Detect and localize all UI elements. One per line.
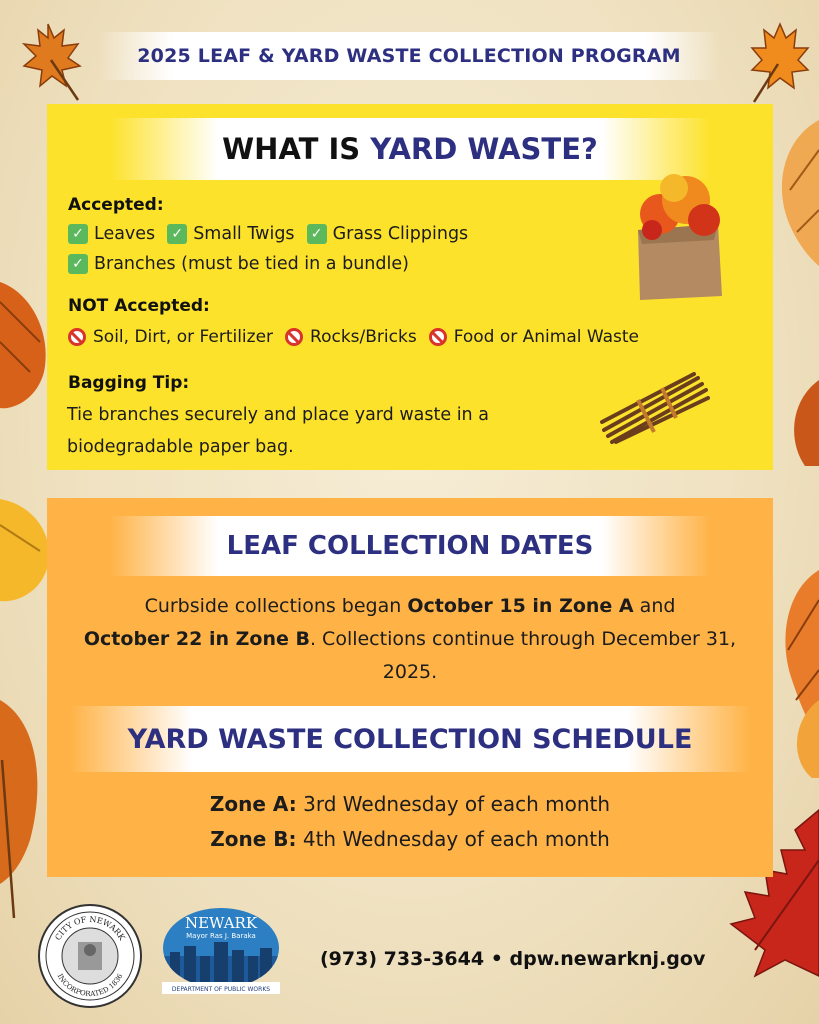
list-item: Food or Animal Waste [429,327,639,347]
list-item: ✓ Branches (must be tied in a bundle) [68,254,409,274]
maple-leaf-icon [772,560,819,780]
phone-number[interactable]: (973) 733-3644 [320,948,485,970]
city-seal-logo [38,904,142,1008]
branch-bundle-icon [598,370,710,446]
program-title: 2025 LEAF & YARD WASTE COLLECTION PROGRAM [137,45,681,67]
maple-leaf-icon [18,20,84,102]
maple-leaf-icon [746,20,812,104]
zone-b-schedule: Zone B: 4th Wednesday of each month [210,827,610,851]
accepted-label: Accepted: [68,195,164,215]
no-entry-icon [429,328,447,346]
dpw-mayor-text: Mayor Ras J. Baraka [186,932,256,940]
maple-leaf-icon [785,370,819,470]
yard-schedule-heading: YARD WASTE COLLECTION SCHEDULE [70,706,750,772]
separator: • [490,948,503,970]
what-is-yard-waste-heading [110,118,710,180]
accepted-row-2 [68,254,421,274]
no-entry-icon [285,328,303,346]
leaf-bag-icon [630,160,726,304]
accepted-row-1 [68,224,480,244]
maple-leaf-icon [0,700,46,920]
check-icon: ✓ [167,224,187,244]
list-item: Soil, Dirt, or Fertilizer [68,327,273,347]
leaf-dates-heading: LEAF COLLECTION DATES [110,516,710,576]
heading-prefix: WHAT IS [222,132,371,166]
dpw-logo [160,906,282,998]
leaf-dates-text: Curbside collections began October 15 in Zone A and October 22 in Zone B. Collections continue through December 31, 2025. [83,595,737,683]
no-entry-icon [68,328,86,346]
not-accepted-row [68,327,651,347]
maple-leaf-icon [0,495,54,605]
list-item: ✓ Grass Clippings [307,224,469,244]
check-icon: ✓ [307,224,327,244]
maple-leaf-icon [0,262,52,412]
not-accepted-label: NOT Accepted: [68,296,210,316]
seal-top-text: CITY OF NEWARK [53,914,127,942]
bagging-tip-label: Bagging Tip: [68,373,190,393]
program-title-banner [98,32,720,80]
dpw-dept-text: DEPARTMENT OF PUBLIC WORKS [171,986,271,993]
maple-leaf-icon [772,120,819,270]
bagging-tip-text: Tie branches securely and place yard waste in a biodegradable paper bag. [67,405,489,457]
heading-accent: YARD WASTE? [370,132,598,166]
list-item: Rocks/Bricks [285,327,417,347]
list-item: ✓ Leaves [68,224,155,244]
website-link[interactable]: dpw.newarknj.gov [509,948,706,970]
check-icon: ✓ [68,254,88,274]
zone-a-schedule: Zone A: 3rd Wednesday of each month [209,792,611,816]
contact-info [320,948,740,970]
dpw-city-text: NEWARK [184,914,258,932]
check-icon: ✓ [68,224,88,244]
list-item: ✓ Small Twigs [167,224,294,244]
seal-bottom-text: INCORPORATED 1836 [55,972,125,999]
